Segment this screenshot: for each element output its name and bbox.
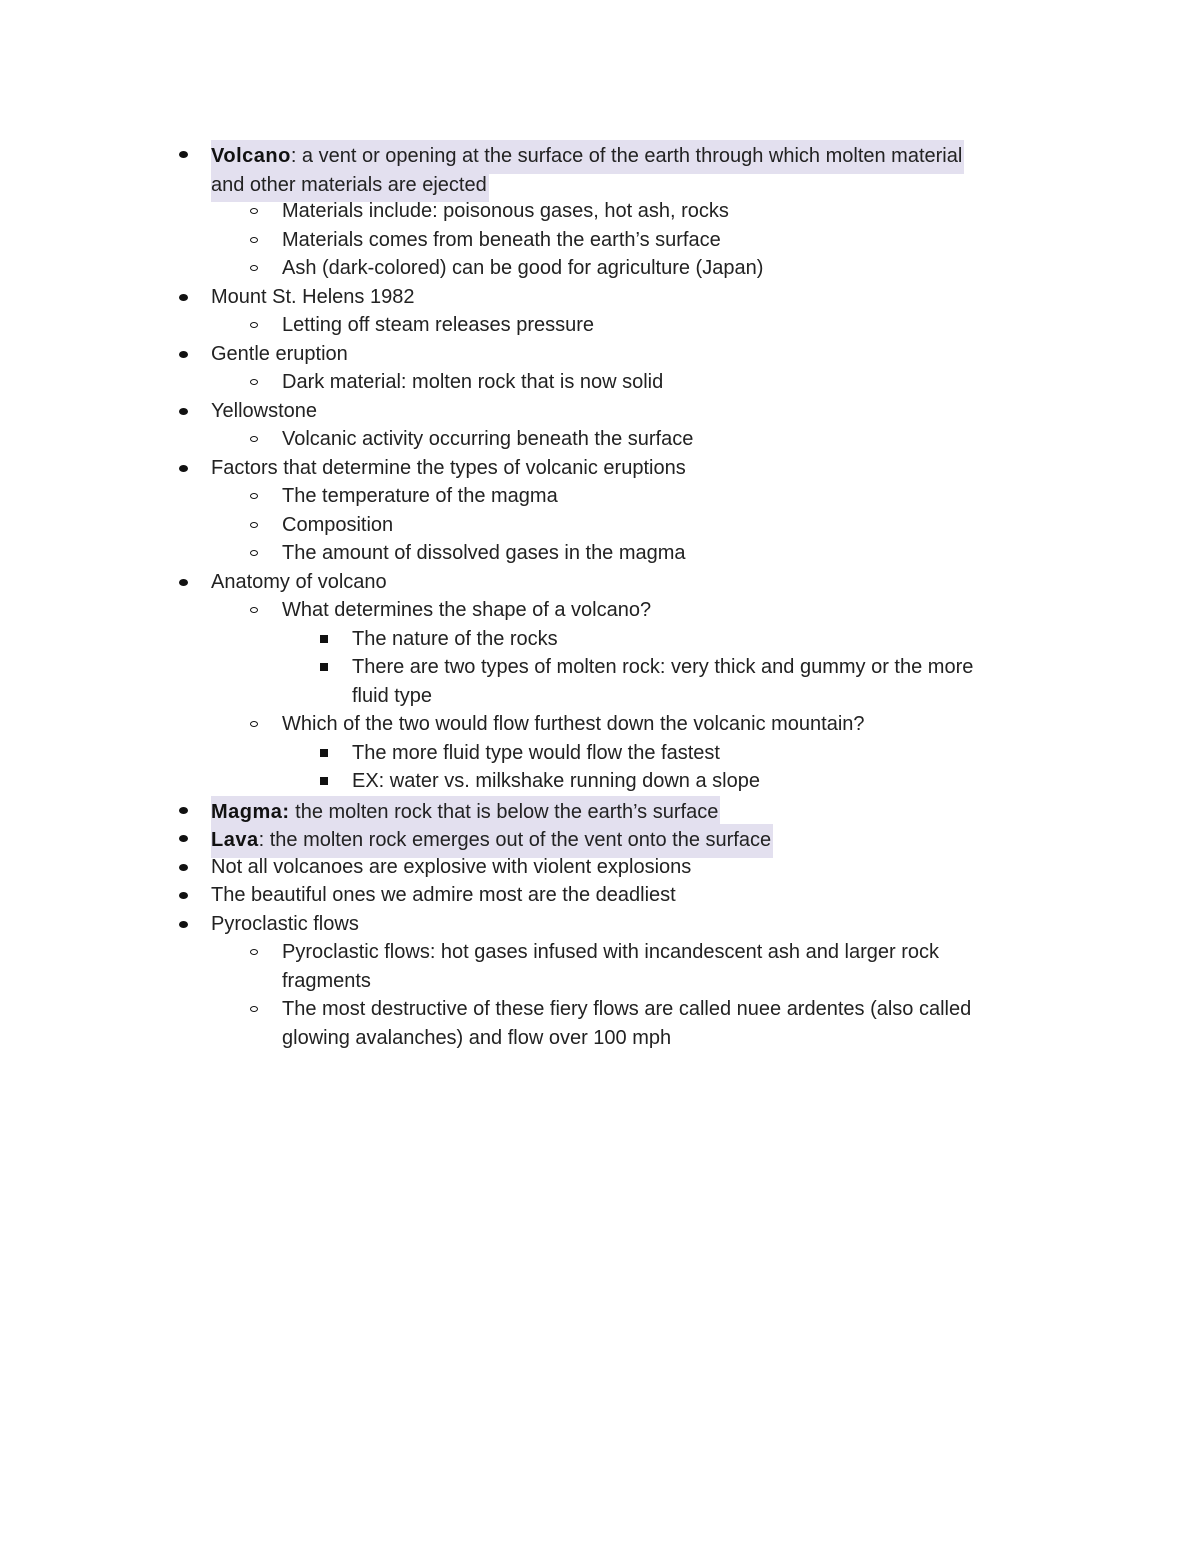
bullet-icon bbox=[175, 853, 195, 882]
list-subitem-continued bbox=[0, 1024, 1200, 1053]
list-subitem bbox=[0, 596, 1200, 625]
bullet-icon bbox=[175, 568, 195, 597]
list-subsubitem-text: fluid type bbox=[352, 684, 433, 707]
circle-bullet-icon bbox=[248, 995, 268, 1024]
circle-bullet-icon bbox=[248, 511, 268, 540]
list-item-text: Gentle eruption bbox=[211, 342, 348, 365]
bullet-icon bbox=[175, 140, 195, 169]
circle-bullet-icon bbox=[248, 368, 268, 397]
list-item-anatomy bbox=[0, 568, 1200, 597]
bullet-icon bbox=[175, 881, 195, 910]
list-subitem bbox=[0, 539, 1200, 568]
list-subitem bbox=[0, 995, 1200, 1024]
list-item-magma bbox=[0, 796, 1200, 825]
list-subsubitem-text: EX: water vs. milkshake running down a slope bbox=[352, 770, 760, 792]
list-subitem-text: Composition bbox=[282, 513, 394, 536]
list-subsubitem bbox=[0, 653, 1200, 682]
square-bullet-icon bbox=[318, 653, 338, 682]
list-subitem bbox=[0, 938, 1200, 967]
square-bullet-icon bbox=[318, 625, 338, 654]
list-subitem-text: Pyroclastic flows: hot gases infused with incandescent ash and larger rock bbox=[282, 941, 940, 963]
volcano-notes-list bbox=[0, 140, 1200, 1052]
list-item-text: Factors that determine the types of volcanic eruptions bbox=[211, 456, 686, 479]
list-subitem bbox=[0, 197, 1200, 226]
list-subitem-text: Materials include: poisonous gases, hot ash, rocks bbox=[282, 200, 729, 222]
list-item-text: Mount St. Helens 1982 bbox=[211, 285, 415, 308]
list-item-not-all bbox=[0, 853, 1200, 882]
list-subitem bbox=[0, 710, 1200, 739]
list-subitem-text: Materials comes from beneath the earth’s surface bbox=[282, 228, 721, 251]
list-subitem-text: Which of the two would flow furthest down the volcanic mountain? bbox=[282, 713, 865, 735]
square-bullet-icon bbox=[318, 767, 338, 796]
circle-bullet-icon bbox=[248, 938, 268, 967]
list-subsubitem bbox=[0, 739, 1200, 768]
list-item-volcano bbox=[0, 140, 1200, 169]
volcano-definition-line-1: Volcano: a vent or opening at the surface of the earth through which molten material bbox=[211, 140, 964, 174]
bullet-icon bbox=[175, 340, 195, 369]
list-subitem-continued bbox=[0, 967, 1200, 996]
circle-bullet-icon bbox=[248, 197, 268, 226]
circle-bullet-icon bbox=[248, 311, 268, 340]
list-item-pyroclastic bbox=[0, 910, 1200, 939]
list-item-text: Yellowstone bbox=[211, 399, 318, 422]
list-subsubitem-text: The nature of the rocks bbox=[352, 627, 558, 650]
circle-bullet-icon bbox=[248, 482, 268, 511]
term-magma: Magma: bbox=[211, 800, 290, 823]
list-item-yellowstone bbox=[0, 397, 1200, 426]
list-subitem-text: fragments bbox=[282, 969, 371, 992]
list-subsubitem bbox=[0, 767, 1200, 796]
bullet-icon bbox=[175, 910, 195, 939]
circle-bullet-icon bbox=[248, 425, 268, 454]
list-subitem bbox=[0, 482, 1200, 511]
circle-bullet-icon bbox=[248, 710, 268, 739]
circle-bullet-icon bbox=[248, 226, 268, 255]
list-item-volcano-continued bbox=[0, 169, 1200, 198]
list-item-factors bbox=[0, 454, 1200, 483]
list-item-text: Pyroclastic flows bbox=[211, 912, 359, 935]
list-item-text: Anatomy of volcano bbox=[211, 570, 387, 593]
list-subitem bbox=[0, 425, 1200, 454]
list-subitem-text: Dark material: molten rock that is now solid bbox=[282, 371, 664, 393]
circle-bullet-icon bbox=[248, 539, 268, 568]
volcano-definition-line-2: and other materials are ejected bbox=[211, 169, 489, 203]
list-subitem-text: glowing avalanches) and flow over 100 mph bbox=[282, 1026, 672, 1049]
list-subsubitem-text: The more fluid type would flow the fastest bbox=[352, 741, 720, 764]
bullet-icon bbox=[175, 283, 195, 312]
bullet-icon bbox=[175, 454, 195, 483]
term-lava: Lava bbox=[211, 829, 259, 851]
list-item-lava bbox=[0, 824, 1200, 853]
list-subitem bbox=[0, 368, 1200, 397]
list-subitem bbox=[0, 511, 1200, 540]
list-subitem-text: What determines the shape of a volcano? bbox=[282, 599, 652, 621]
list-subitem-text: Ash (dark-colored) can be good for agriculture (Japan) bbox=[282, 257, 764, 279]
term-volcano: Volcano bbox=[211, 145, 291, 167]
lava-definition: Lava: the molten rock emerges out of the vent onto the surface bbox=[211, 824, 773, 858]
list-item-beautiful bbox=[0, 881, 1200, 910]
list-subitem bbox=[0, 254, 1200, 283]
bullet-icon bbox=[175, 397, 195, 426]
circle-bullet-icon bbox=[248, 596, 268, 625]
list-subitem-text: The most destructive of these fiery flows are called nuee ardentes (also called bbox=[282, 998, 972, 1020]
list-item-text: Not all volcanoes are explosive with violent explosions bbox=[211, 855, 692, 878]
list-subitem-text: The amount of dissolved gases in the magma bbox=[282, 542, 686, 564]
bullet-icon bbox=[175, 824, 195, 853]
magma-definition: Magma: the molten rock that is below the earth’s surface bbox=[211, 796, 720, 830]
circle-bullet-icon bbox=[248, 254, 268, 283]
bullet-icon bbox=[175, 796, 195, 825]
list-item-st-helens bbox=[0, 283, 1200, 312]
list-subitem bbox=[0, 226, 1200, 255]
list-item-gentle-eruption bbox=[0, 340, 1200, 369]
list-subitem-text: Letting off steam releases pressure bbox=[282, 314, 595, 336]
list-item-text: The beautiful ones we admire most are the deadliest bbox=[211, 884, 676, 906]
list-subsubitem-continued bbox=[0, 682, 1200, 711]
list-subsubitem-text: There are two types of molten rock: very thick and gummy or the more bbox=[352, 656, 974, 678]
list-subitem-text: Volcanic activity occurring beneath the surface bbox=[282, 428, 694, 450]
list-subitem-text: The temperature of the magma bbox=[282, 485, 558, 507]
list-subsubitem bbox=[0, 625, 1200, 654]
square-bullet-icon bbox=[318, 739, 338, 768]
list-subitem bbox=[0, 311, 1200, 340]
